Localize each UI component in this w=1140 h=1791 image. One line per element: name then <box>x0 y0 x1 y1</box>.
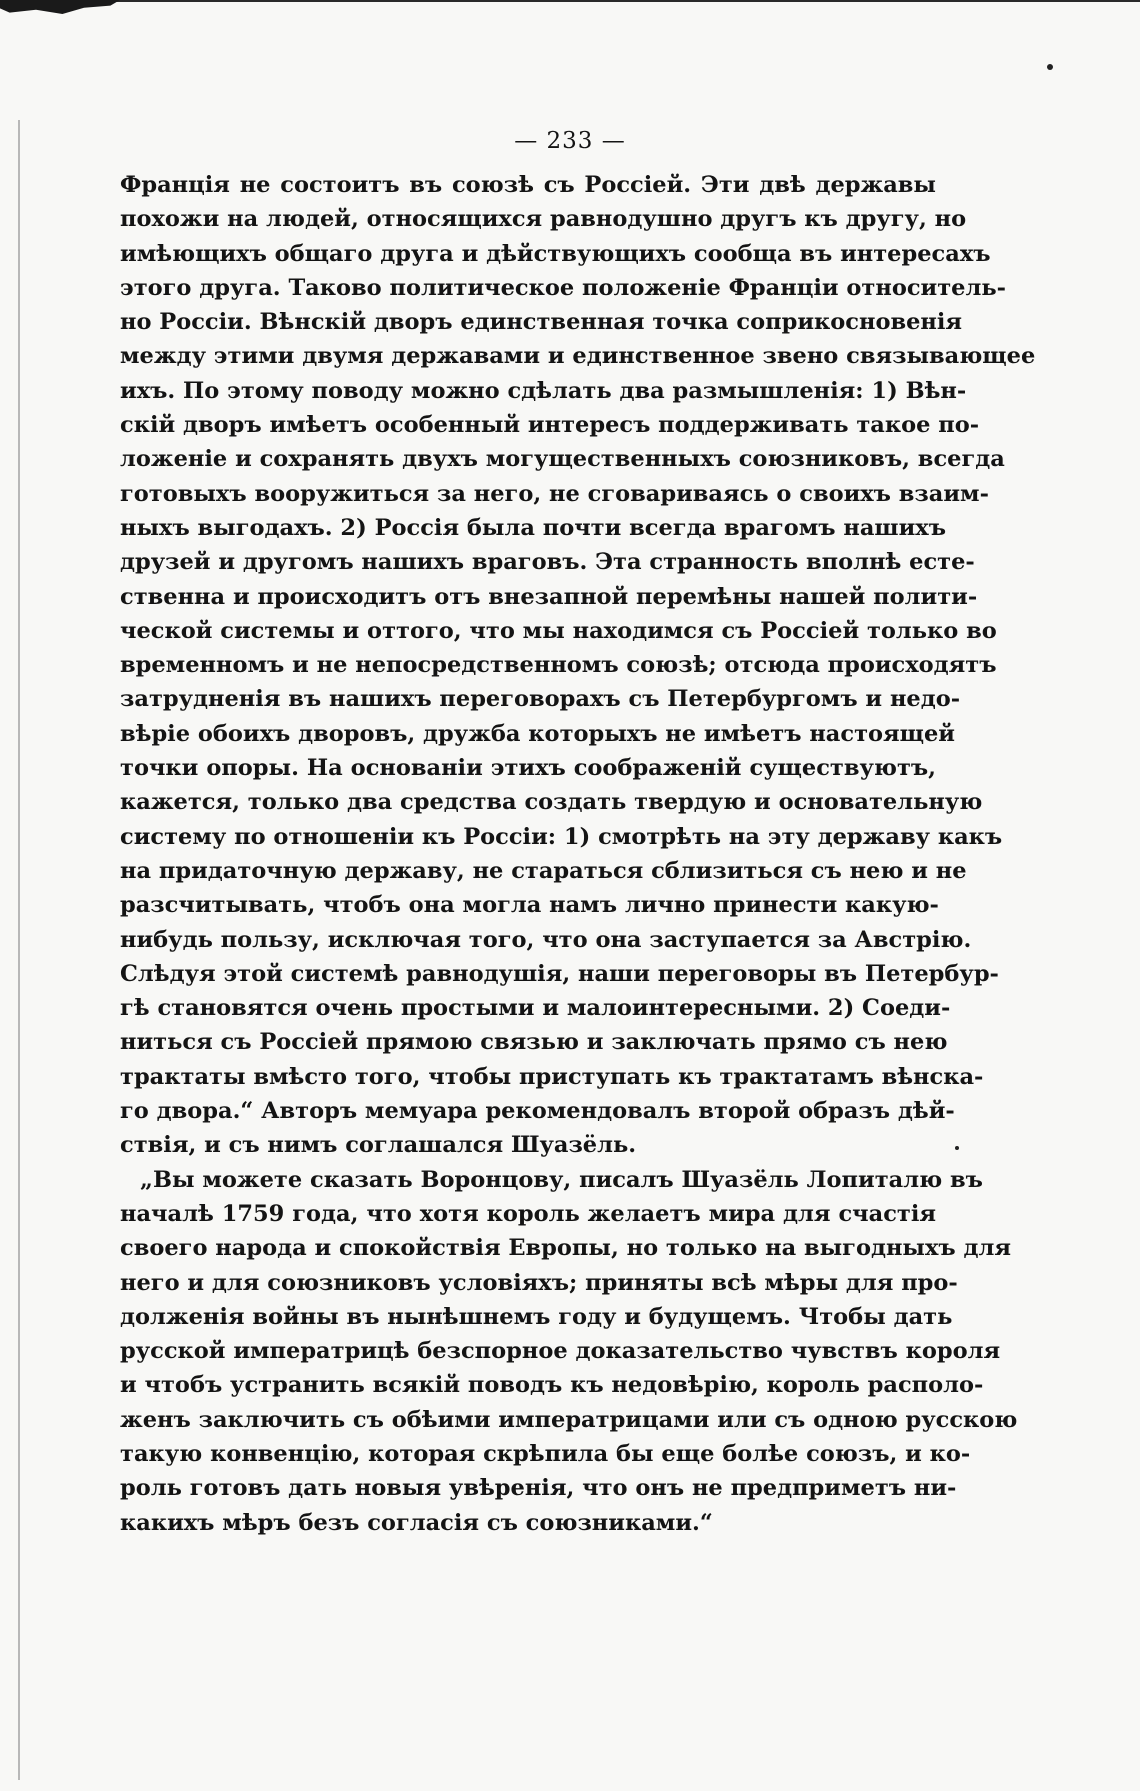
text-line: своего народа и спокойствiя Европы, но только на выгодныхъ для <box>120 1235 1011 1262</box>
scan-speck <box>955 1146 959 1150</box>
text-line: этого друга. Таково политическое положенiе Францiи относитель- <box>120 274 1006 301</box>
text-line: ственна и происходитъ отъ внезапной перемѣны нашей полити- <box>120 583 978 610</box>
text-line: какихъ мѣръ безъ согласiя съ союзниками.“ <box>120 1509 713 1536</box>
text-line: нибудь пользу, исключая того, что она заступается за Австрiю. <box>120 926 972 953</box>
text-line: него и для союзниковъ условiяхъ; приняты всѣ мѣры для про- <box>120 1269 958 1296</box>
scan-blot <box>0 0 120 14</box>
paragraph-1 <box>120 168 1036 1163</box>
text-line: друзей и другомъ нашихъ враговъ. Эта странность вполнѣ есте- <box>120 549 975 576</box>
page-number: — 233 — <box>514 128 626 154</box>
text-line: началѣ 1759 года, что хотя король желаетъ мира для счастiя <box>120 1200 936 1227</box>
text-line: ниться съ Россiей прямою связью и заключать прямо съ нею <box>120 1029 948 1056</box>
scan-speck <box>1047 64 1053 70</box>
text-line: разсчитывать, чтобъ она могла намъ лично принести какую- <box>120 892 939 919</box>
text-line: похожи на людей, относящихся равнодушно другъ къ другу, но <box>120 206 967 233</box>
text-line: готовыхъ вооружиться за него, не сговариваясь о своихъ взаим- <box>120 480 989 507</box>
scan-left-edge <box>18 120 20 1780</box>
text-line: „Вы можете сказать Воронцову, писалъ Шуазёль Лопиталю въ <box>140 1166 983 1193</box>
text-line: на придаточную державу, не стараться сблизиться съ нею и не <box>120 857 967 884</box>
text-line: точки опоры. На основанiи этихъ соображенiй существуютъ, <box>120 755 936 782</box>
scan-top-edge <box>0 0 1140 2</box>
text-line: между этими двумя державами и единственное звено связывающее <box>120 343 1036 370</box>
text-line: Францiя не состоитъ въ союзѣ съ Россiей. Эти двѣ державы <box>120 172 936 198</box>
text-line: го двора.“ Авторъ мемуара рекомендовалъ второй образъ дѣй- <box>120 1098 955 1125</box>
text-line: ложенiе и сохранять двухъ могущественныхъ союзниковъ, всегда <box>120 446 1005 473</box>
text-line: имѣющихъ общаго друга и дѣйствующихъ сообща въ интересахъ <box>120 240 991 267</box>
text-line: временномъ и не непосредственномъ союзѣ; отсюда происходятъ <box>120 652 997 679</box>
text-line: но Россiи. Вѣнскiй дворъ единственная точка соприкосновенiя <box>120 309 963 336</box>
text-line: ствiя, и съ нимъ соглашался Шуазёль. <box>120 1132 637 1159</box>
text-line: женъ заключить съ обѣими императрицами или съ одною русскою <box>120 1406 1018 1433</box>
text-line: затрудненiя въ нашихъ переговорахъ съ Петербургомъ и недо- <box>120 686 961 713</box>
text-line: и чтобъ устранить всякiй поводъ къ недовѣрiю, король располо- <box>120 1372 984 1399</box>
text-line: ихъ. По этому поводу можно сдѣлать два размышленiя: 1) Вѣн- <box>120 377 967 404</box>
body-text <box>120 168 1036 1540</box>
text-line: гѣ становятся очень простыми и малоинтересными. 2) Соеди- <box>120 995 951 1022</box>
text-line: такую конвенцiю, которая скрѣпила бы еще болѣе союзъ, и ко- <box>120 1440 971 1467</box>
text-line: скiй дворъ имѣетъ особенный интересъ поддерживать такое по- <box>120 412 980 439</box>
text-line: трактаты вмѣсто того, чтобы приступать къ трактатамъ вѣнска- <box>120 1063 984 1090</box>
text-line: русской императрицѣ безспорное доказательство чувствъ короля <box>120 1338 1001 1365</box>
text-line: Слѣдуя этой системѣ равнодушiя, наши переговоры въ Петербур- <box>120 960 999 987</box>
text-line: долженiя войны въ нынѣшнемъ году и будущемъ. Чтобы дать <box>120 1303 953 1330</box>
text-line: ческой системы и оттого, что мы находимся съ Россiей только во <box>120 617 997 644</box>
text-line: систему по отношенiи къ Россiи: 1) смотрѣть на эту державу какъ <box>120 823 1003 850</box>
paragraph-2 <box>120 1163 1018 1540</box>
text-line: кажется, только два средства создать твердую и основательную <box>120 789 983 816</box>
text-line: вѣрiе обоихъ дворовъ, дружба которыхъ не имѣетъ настоящей <box>120 720 955 747</box>
text-line: ныхъ выгодахъ. 2) Россiя была почти всегда врагомъ нашихъ <box>120 514 946 541</box>
text-line: роль готовъ дать новыя увѣренiя, что онъ не предприметъ ни- <box>120 1475 957 1502</box>
